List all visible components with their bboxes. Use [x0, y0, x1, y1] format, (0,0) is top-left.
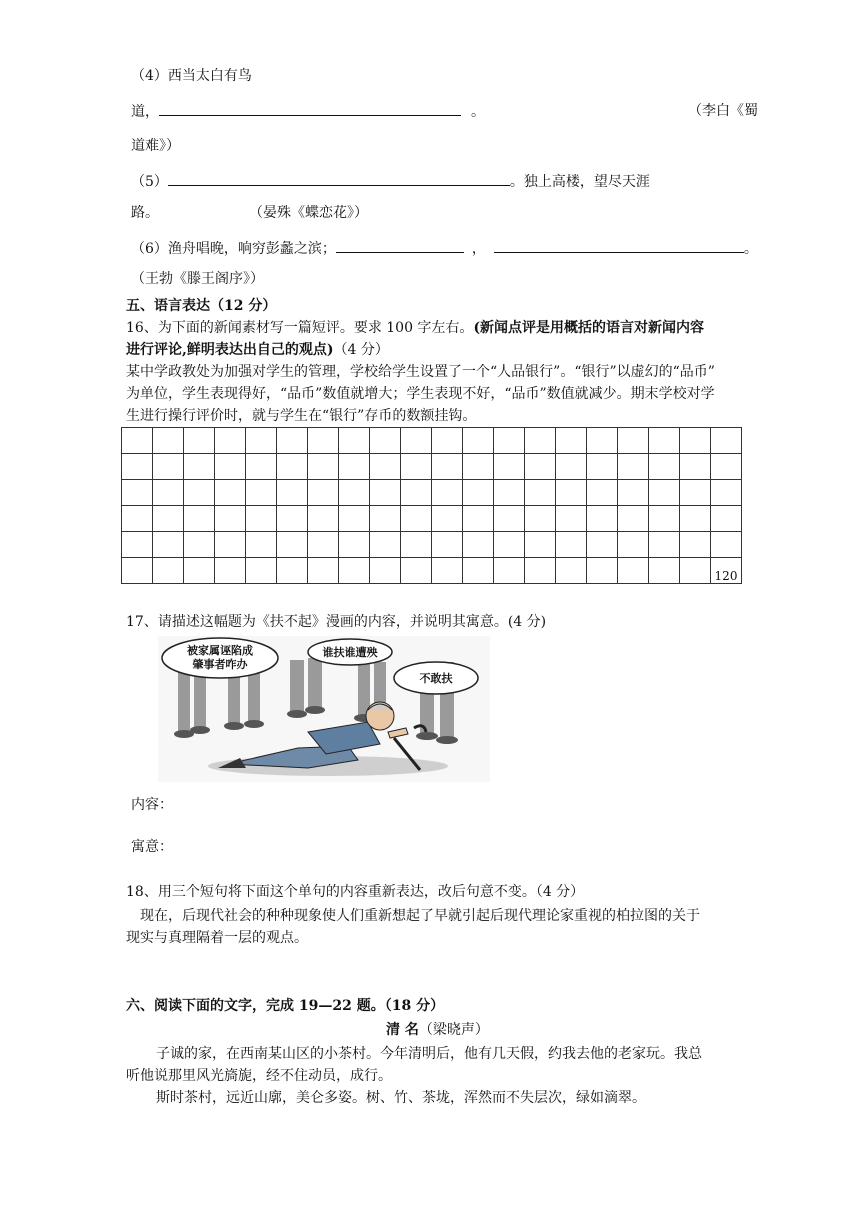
paragraph-1-a: 子诚的家，在西南某山区的小茶村。今年清明后，他有几天假，约我去他的老家玩。我总	[156, 1046, 702, 1062]
grid-row	[122, 428, 742, 454]
grid-cell[interactable]	[649, 480, 680, 506]
bubble-2-text: 谁扶谁遭殃	[322, 646, 378, 659]
q16-prompt: 16、为下面的新闻素材写一篇短评。要求 100 字左右。	[126, 320, 474, 336]
grid-cell[interactable]	[494, 506, 525, 532]
article-title-line	[386, 1020, 489, 1040]
grid-cell[interactable]	[122, 506, 153, 532]
grid-cell[interactable]	[215, 532, 246, 558]
grid-cell[interactable]	[339, 480, 370, 506]
q6-source: （王勃《滕王阁序》）	[131, 271, 264, 287]
paragraph-1-b: 听他说那里风光旖旎，经不住动员，成行。	[126, 1068, 392, 1084]
q5-source: （晏殊《蝶恋花》）	[249, 205, 368, 221]
grid-cell[interactable]	[587, 558, 618, 584]
grid-cell[interactable]	[649, 532, 680, 558]
grid-cell[interactable]	[618, 454, 649, 480]
q16-text-2: 为单位，学生表现得好，“品币”数值就增大；学生表现不好，“品币”数值就减少。期末学校对学	[126, 386, 715, 402]
grid-cell[interactable]	[401, 558, 432, 584]
q6-end: 。	[743, 241, 758, 257]
grid-cell[interactable]	[463, 558, 494, 584]
grid-cell[interactable]	[246, 454, 277, 480]
q16-text-3: 生进行操行评价时，就与学生在“银行”存币的数额挂钩。	[126, 408, 477, 424]
grid-cell[interactable]	[587, 428, 618, 454]
grid-cell[interactable]	[370, 532, 401, 558]
grid-row	[122, 532, 742, 558]
grid-cell[interactable]	[556, 558, 587, 584]
q17-content-label: 内容：	[131, 797, 173, 813]
section5-heading: 五、语言表达（12 分）	[126, 298, 277, 314]
grid-cell[interactable]	[246, 558, 277, 584]
grid-cell[interactable]	[339, 454, 370, 480]
q16-note-b: 进行评论,鲜明表达出自己的观点)	[126, 342, 334, 358]
grid-cell[interactable]	[618, 532, 649, 558]
grid-cell[interactable]	[401, 480, 432, 506]
grid-cell[interactable]	[308, 454, 339, 480]
grid-cell[interactable]	[463, 454, 494, 480]
grid-cell[interactable]	[680, 454, 711, 480]
grid-cell[interactable]	[463, 532, 494, 558]
q17-meaning-label: 寓意：	[131, 839, 173, 855]
grid-cell[interactable]	[153, 480, 184, 506]
q4-end: 。	[471, 104, 485, 120]
grid-cell[interactable]	[432, 428, 463, 454]
q16-line-b	[126, 340, 389, 360]
grid-cell[interactable]	[277, 480, 308, 506]
grid-cell[interactable]	[277, 454, 308, 480]
q18-text-1: 现在，后现代社会的种种现象使人们重新想起了早就引起后现代理论家重视的柏拉图的关于	[140, 908, 700, 924]
q6-start: （6）渔舟唱晚，响穷彭蠡之滨；	[131, 241, 336, 257]
grid-cell[interactable]	[432, 532, 463, 558]
paragraph-2: 斯时茶村，远近山廓，美仑多姿。树、竹、茶垅，浑然而不失层次，绿如滴翠。	[156, 1090, 646, 1106]
grid-cell[interactable]	[184, 532, 215, 558]
grid-cell[interactable]	[153, 532, 184, 558]
q6-blank-1[interactable]	[336, 238, 464, 253]
grid-cell[interactable]	[587, 454, 618, 480]
grid-cell[interactable]	[432, 480, 463, 506]
grid-cell[interactable]	[339, 506, 370, 532]
grid-cell[interactable]	[122, 558, 153, 584]
grid-cell[interactable]	[215, 480, 246, 506]
grid-cell[interactable]	[649, 558, 680, 584]
grid-cell[interactable]	[711, 532, 742, 558]
grid-cell[interactable]	[215, 428, 246, 454]
grid-cell[interactable]	[556, 506, 587, 532]
q5-start: （5）	[131, 174, 168, 190]
q16-text-1: 某中学政教处为加强对学生的管理，学校给学生设置了一个“人品银行”。“银行”以虚幻的“品币”	[126, 364, 715, 380]
grid-cell[interactable]	[525, 480, 556, 506]
grid-cell[interactable]	[494, 532, 525, 558]
grid-cell[interactable]	[494, 480, 525, 506]
grid-cell[interactable]	[401, 506, 432, 532]
grid-cell[interactable]	[587, 532, 618, 558]
q4-line-b	[131, 101, 485, 122]
grid-cell[interactable]	[339, 558, 370, 584]
q6-line	[131, 238, 758, 259]
q4-source-b: 道难》）	[131, 138, 180, 154]
grid-cell[interactable]	[680, 532, 711, 558]
grid-cell[interactable]	[215, 558, 246, 584]
grid-cell[interactable]	[184, 506, 215, 532]
grid-count-cell: 120	[711, 558, 742, 584]
grid-row	[122, 454, 742, 480]
article-author: （梁晓声）	[418, 1022, 489, 1038]
q16-line-a	[126, 318, 704, 338]
grid-cell[interactable]	[308, 428, 339, 454]
grid-cell[interactable]	[308, 506, 339, 532]
q4-start: 道，	[131, 104, 159, 120]
q17-prompt: 17、请描述这幅题为《扶不起》漫画的内容，并说明其寓意。(4 分)	[126, 614, 547, 630]
grid-cell[interactable]	[525, 532, 556, 558]
grid-cell[interactable]	[339, 428, 370, 454]
grid-row	[122, 480, 742, 506]
grid-cell[interactable]	[556, 480, 587, 506]
grid-cell[interactable]	[525, 454, 556, 480]
grid-cell[interactable]	[277, 428, 308, 454]
grid-cell[interactable]	[246, 506, 277, 532]
q5-blank[interactable]	[168, 171, 510, 186]
grid-cell[interactable]	[525, 558, 556, 584]
q6-mid: ，	[471, 241, 486, 257]
grid-cell[interactable]	[711, 506, 742, 532]
bubble-1-line-1: 被家属诬陷成	[187, 644, 253, 657]
grid-cell[interactable]	[370, 428, 401, 454]
grid-cell[interactable]	[525, 506, 556, 532]
grid-cell[interactable]	[494, 428, 525, 454]
grid-cell[interactable]	[153, 428, 184, 454]
grid-cell[interactable]	[215, 454, 246, 480]
q18-text-2: 现实与真理隔着一层的观点。	[126, 930, 308, 946]
bubble-3-text: 不敢扶	[419, 672, 453, 685]
grid-cell[interactable]	[711, 454, 742, 480]
grid-cell[interactable]	[370, 480, 401, 506]
grid-cell[interactable]	[463, 506, 494, 532]
grid-cell[interactable]	[153, 454, 184, 480]
q4-source-a: （李白《蜀	[688, 103, 758, 119]
grid-cell[interactable]	[649, 428, 680, 454]
grid-cell[interactable]	[556, 532, 587, 558]
grid-cell[interactable]	[184, 454, 215, 480]
grid-cell[interactable]	[680, 428, 711, 454]
grid-cell[interactable]	[680, 480, 711, 506]
grid-cell[interactable]	[618, 558, 649, 584]
grid-cell[interactable]	[618, 428, 649, 454]
article-title: 清 名	[386, 1022, 419, 1038]
grid-cell[interactable]	[680, 506, 711, 532]
grid-cell[interactable]	[401, 428, 432, 454]
grid-cell[interactable]	[463, 428, 494, 454]
section6-heading: 六、阅读下面的文字，完成 19—22 题。（18 分）	[126, 998, 445, 1014]
grid-cell[interactable]	[556, 454, 587, 480]
q6-blank-2[interactable]	[494, 238, 744, 253]
bubble-3	[394, 662, 478, 694]
bubble-1	[162, 638, 278, 678]
grid-cell[interactable]	[277, 506, 308, 532]
grid-cell[interactable]	[649, 506, 680, 532]
grid-cell[interactable]	[339, 532, 370, 558]
q16-score: （4 分）	[333, 342, 389, 358]
grid-cell[interactable]	[587, 506, 618, 532]
grid-cell[interactable]	[494, 454, 525, 480]
grid-cell[interactable]	[432, 558, 463, 584]
grid-cell[interactable]	[649, 454, 680, 480]
grid-cell[interactable]	[308, 480, 339, 506]
grid-cell[interactable]	[618, 506, 649, 532]
grid-cell[interactable]	[711, 428, 742, 454]
grid-cell[interactable]	[432, 454, 463, 480]
grid-cell[interactable]	[184, 558, 215, 584]
q16-note-a: (新闻点评是用概括的语言对新闻内容	[473, 320, 705, 336]
grid-cell[interactable]	[370, 454, 401, 480]
writing-grid[interactable]	[121, 427, 742, 584]
grid-cell[interactable]	[556, 428, 587, 454]
q18-prompt: 18、用三个短句将下面这个单句的内容重新表达，改后句意不变。（4 分）	[126, 884, 585, 900]
grid-cell[interactable]	[711, 480, 742, 506]
grid-cell[interactable]	[122, 428, 153, 454]
bubble-2	[308, 639, 392, 665]
grid-cell[interactable]	[277, 558, 308, 584]
grid-cell[interactable]	[153, 558, 184, 584]
grid-cell[interactable]	[122, 532, 153, 558]
grid-cell[interactable]	[587, 480, 618, 506]
grid-cell[interactable]	[401, 532, 432, 558]
bubble-1-line-2: 肇事者咋办	[192, 658, 248, 671]
grid-cell[interactable]	[680, 558, 711, 584]
grid-cell[interactable]	[432, 506, 463, 532]
grid-cell[interactable]	[184, 480, 215, 506]
grid-cell[interactable]	[153, 506, 184, 532]
grid-cell[interactable]	[618, 480, 649, 506]
q4-line-a: （4）西当太白有鸟	[131, 68, 252, 84]
grid-cell[interactable]	[401, 454, 432, 480]
grid-cell[interactable]	[184, 428, 215, 454]
grid-cell[interactable]	[308, 558, 339, 584]
grid-row	[122, 506, 742, 532]
cartoon-image	[158, 636, 490, 782]
grid-cell[interactable]	[370, 558, 401, 584]
grid-row	[122, 558, 742, 584]
q5-line	[131, 171, 650, 192]
q5-line-b: 路。	[131, 205, 159, 221]
q5-end: 。独上高楼，望尽天涯	[509, 174, 650, 190]
grid-cell[interactable]	[122, 454, 153, 480]
grid-cell[interactable]	[215, 506, 246, 532]
grid-cell[interactable]	[370, 506, 401, 532]
grid-cell[interactable]	[308, 532, 339, 558]
grid-cell[interactable]	[246, 532, 277, 558]
grid-cell[interactable]	[246, 480, 277, 506]
grid-cell[interactable]	[494, 558, 525, 584]
grid-cell[interactable]	[246, 428, 277, 454]
grid-cell[interactable]	[525, 428, 556, 454]
grid-cell[interactable]	[277, 532, 308, 558]
grid-cell[interactable]	[463, 480, 494, 506]
q4-blank[interactable]	[159, 101, 461, 116]
grid-cell[interactable]	[122, 480, 153, 506]
